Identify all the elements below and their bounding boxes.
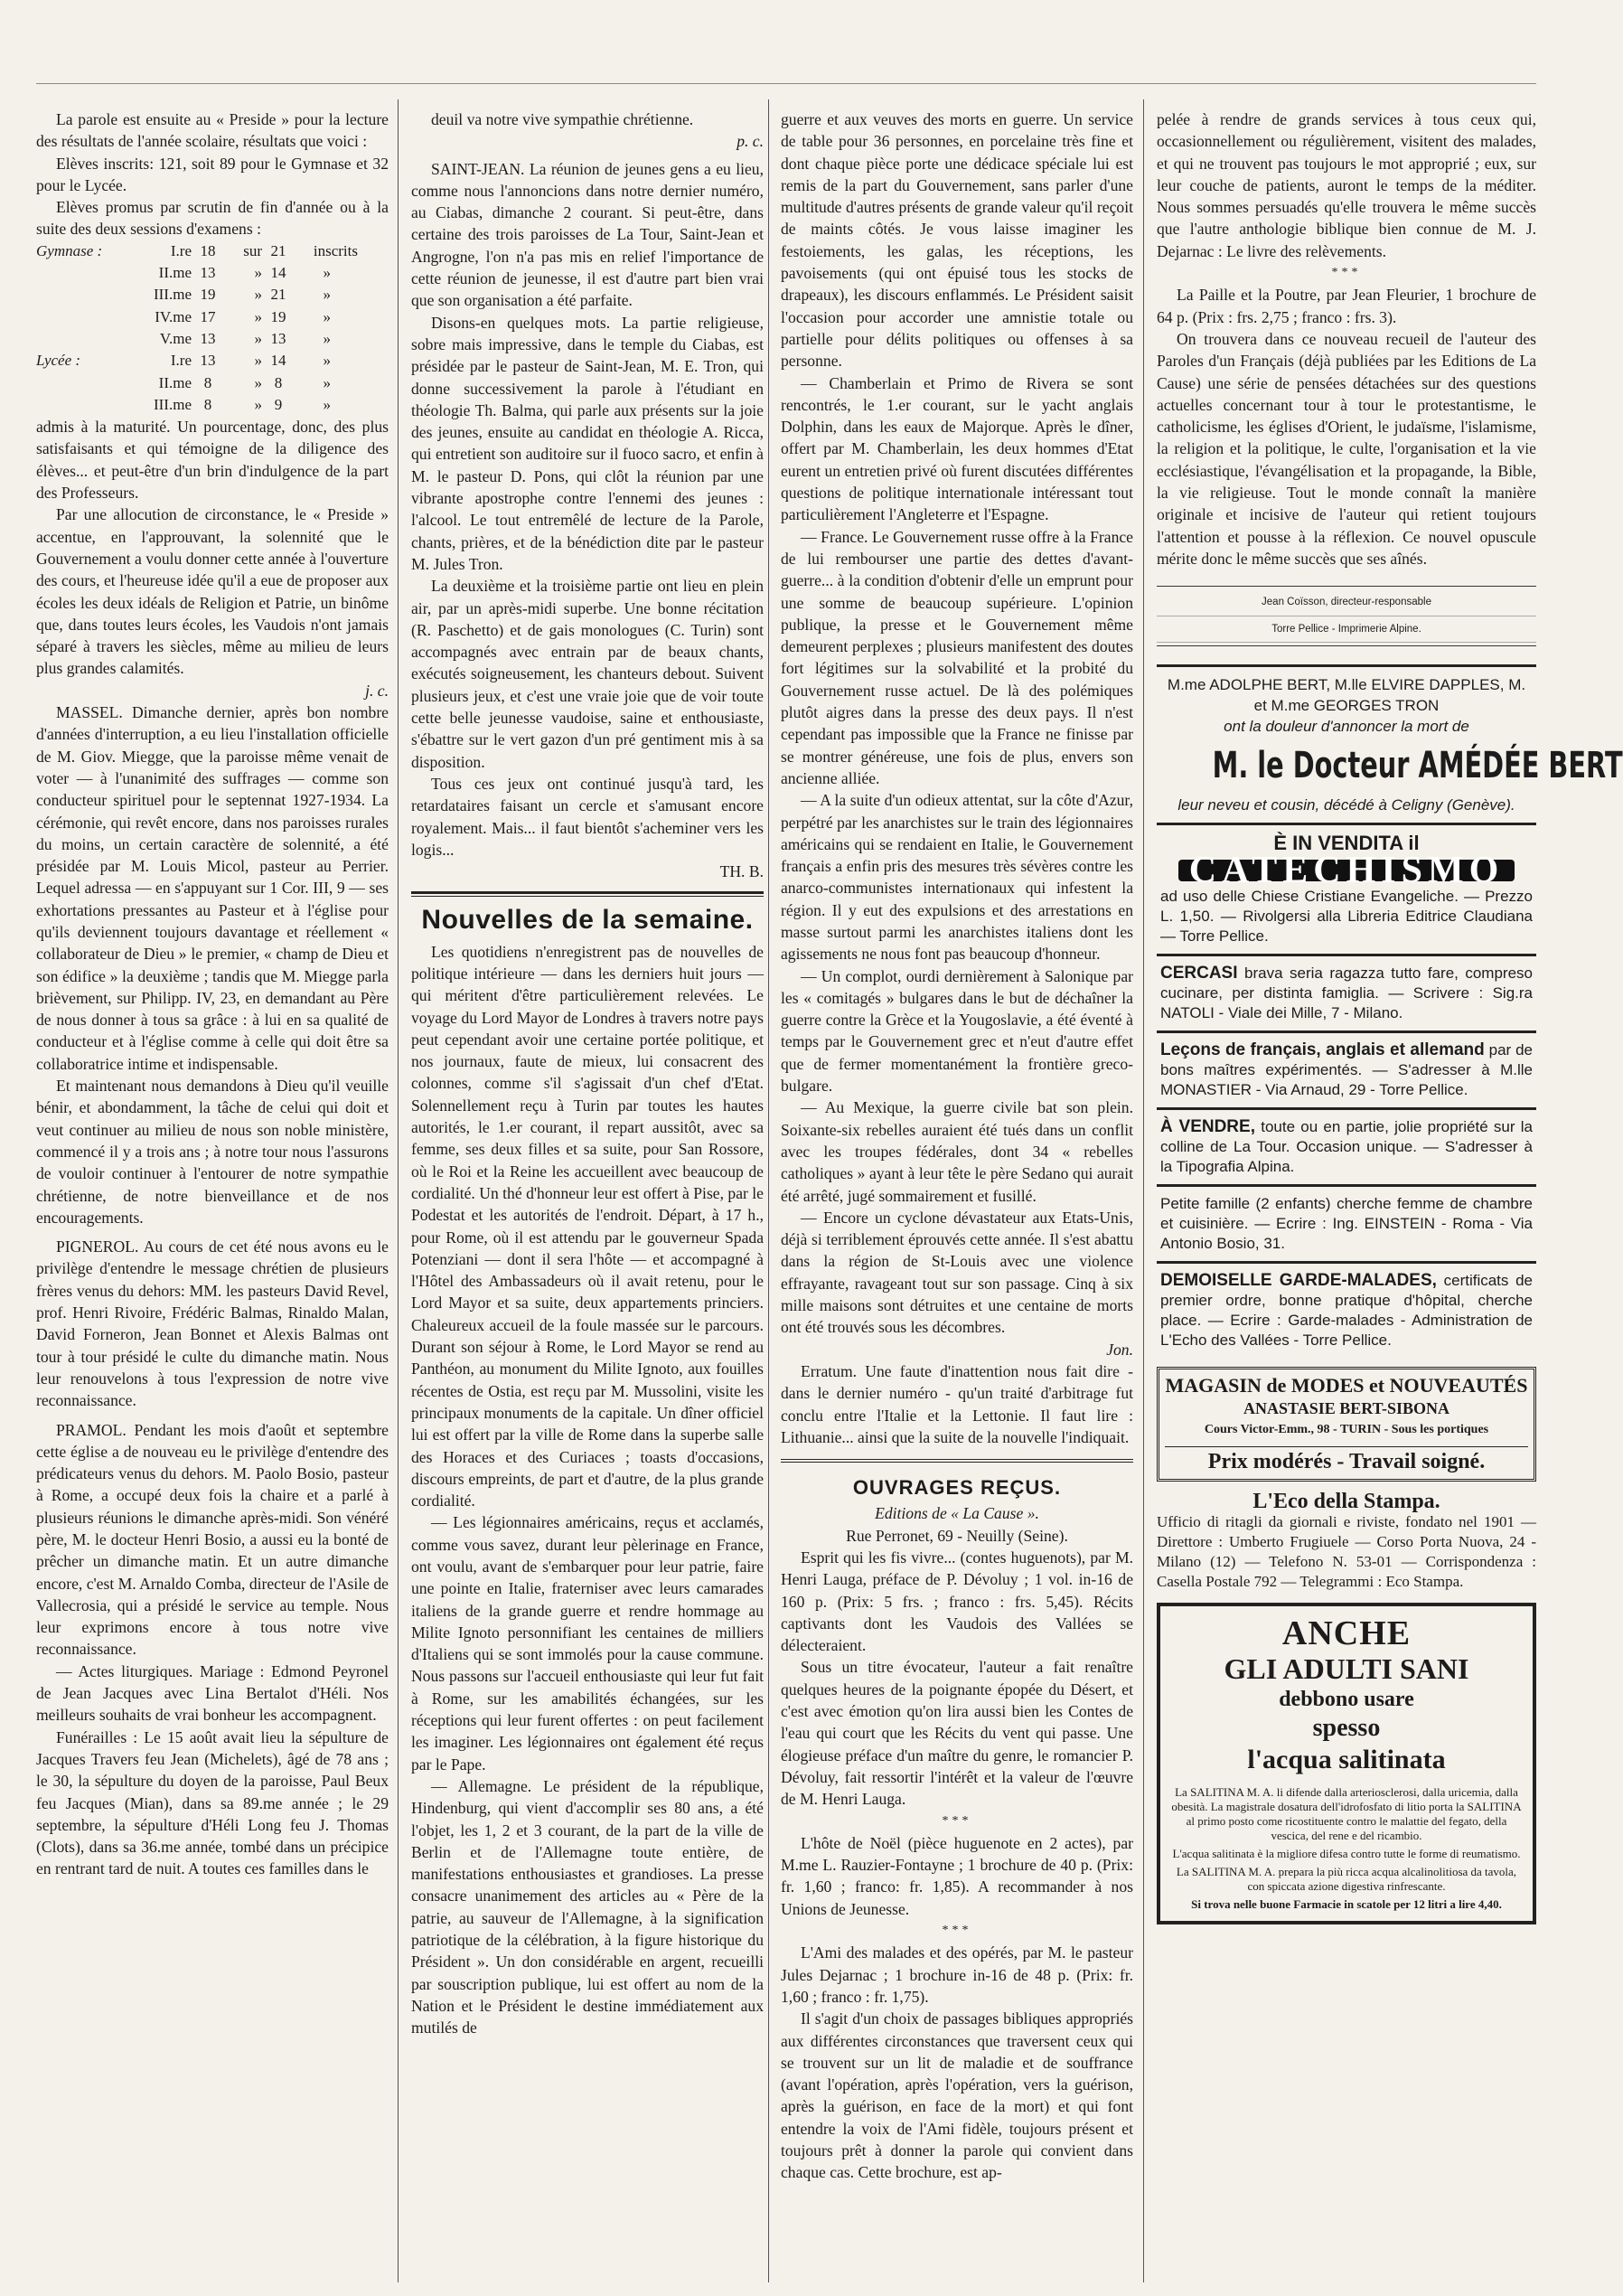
- results-cell: »: [254, 395, 262, 413]
- death-notice: [1157, 664, 1623, 823]
- results-row: [36, 240, 389, 262]
- paragraph: Funérailles : Le 15 août avait lieu la sépulture de Jacques Travers feu Jean (Michelets), âgé de 78 ans ; le 30, la sépulture du doyen de la paroisse, Paul Beux feu Jacques (Mian), dans sa 89.me année ; le 29 septembre, la sépulture d'Héli Long feu J. Thomas (Clots), dans sa 36.me année, tombé dans un précipice en rentrant tard de nuit. A toutes ces familles dans le: [36, 1727, 389, 1878]
- results-cell: 8: [274, 373, 283, 391]
- publisher-name: Editions de « La Cause ».: [875, 1504, 1039, 1523]
- classified-ad-text: certificats de premier ordre, bonne pratique d'hôpital, cherche place. — Ecrire : Garde-malades - Administration de L'Echo des Vallées - Torre Pellice.: [1160, 1272, 1533, 1350]
- magasin-ad-slogan: Prix modérés - Travail soigné.: [1165, 1446, 1528, 1473]
- results-label: [36, 328, 117, 350]
- results-label: [36, 306, 117, 328]
- eco-ad-title: L'Eco della Stampa.: [1252, 1489, 1440, 1513]
- results-cell: »: [323, 395, 331, 413]
- results-cell: 8: [203, 373, 212, 391]
- imprint-printer: Torre Pellice - Imprimerie Alpine.: [1157, 616, 1536, 643]
- paragraph: PIGNEROL. Au cours de cet été nous avons eu le privilège d'entendre le message chrétien de plusieurs frères venus du dehors: MM. les pasteurs David Revel, prof. Henri Rivoire, Frédéric Balmas, Rinaldo Malan, David Forneron, Jean Bonnet et Alexis Balmas ont tour à tour présidé le culte du dimanche matin. Nous leur renouvelons à tous l'expression de notre vive reconnaissance.: [36, 1237, 389, 1410]
- results-cell: sur: [243, 241, 262, 259]
- section-heading: OUVRAGES REÇUS.: [852, 1476, 1062, 1500]
- paragraph: On trouvera dans ce nouveau recueil de l'auteur des Paroles d'un Français (déjà publiées par les Editions de La Cause) une série de pensées détachées sur des questions actuelles concernant tour à tour le protestantisme, le catholicisme, les églises d'Orient, le judaïsme, l'islamisme, la religion et la politique, le culte, l'organisation et la vie ecclésiastique, l'évangélisation et la propagande, la Bible, la vie religieuse. Tout le monde connaît la manière originale et incisive de l'auteur qui retient toujours l'attention et pousse à la réflexion. Ce nouvel opuscule mérite donc le même succès que ses aînés.: [1157, 329, 1536, 568]
- results-row: [36, 328, 389, 350]
- salitina-ad-line: l'acqua salitinata: [1247, 1744, 1446, 1774]
- results-label: Gymnase :: [36, 241, 103, 259]
- paragraph: — A la suite d'un odieux attentat, sur la côte d'Azur, perpétré par les anarchistes sur le train des légionnaires américains qui se rendaient en Italie, le Gouvernement français a enfin pris des mesures très sévères contre les anarco-communistes internationaux qui infestent la région. Il y eut des expulsions et des arrestations en masse surtout parmi les anarchistes italiens dont les agissements ne nous font pas beaucoup d'honneur.: [781, 791, 1133, 964]
- column-2: [411, 108, 764, 2287]
- paragraph: — Allemagne. Le président de la république, Hindenburg, qui vient d'accomplir ses 80 ans, a été l'objet, les 1, 2 et 3 courant, de la part de la ville de Berlin et de l'Allemagne toute entière, de manifestations enthousiastes et grandioses. La presse consacre unanimement des articles au « Père de la patrie, au sauveur de l'Allemagne, à la signification patriotique de la célébration, à la figure historique du Président ». Un don considérable en argent, recueilli par souscription publique, lui est offert au nom de la Nation et le Président le destine immédiatement aux mutilés de: [411, 1776, 764, 2037]
- paragraph: MASSEL. Dimanche dernier, après bon nombre d'années d'interruption, a eu lieu l'installation officielle de M. Giov. Miegge, que la paroisse même venait de voter — à l'unanimité des suffrages — comme son conducteur spirituel pour le septennat 1927-1934. La cérémonie, qui revêt encore, dans nos paroisses rurales du moins, un certain caractère de solennité, a été présidée par M. Louis Micol, pasteur au Perrier. Lequel adressa — en s'appuyant sur 1 Cor. III, 9 — ses exhortations pressantes au Pasteur et à l'église pour qu'ils deviennent toujours davantage et réellement « collaborateur de Dieu » le premier, « champ de Dieu et son édifice » la deuxième ; tandis que M. Miegge parla brièvement, sur Philipp. IV, 23, en demandant au Père de nous donner à tous sa grâce : à lui en sa qualité de conducteur et à l'église comme à celle qui doit être sa collaboratrice intime et indispensable.: [36, 703, 389, 1073]
- results-cell: inscrits: [313, 241, 358, 259]
- paragraph: — Les légionnaires américains, reçus et acclamés, comme vous savez, durant leur pèlerinage en France, ont voulu, avant de s'embarquer pour leur patrie, faire une pointe en Italie, fraterniser avec leurs camarades italiens de la grande guerre et rendre hommage au Milite Ignoto personnifiant les centaines de milliers d'Italiens qui se sont immolés pour la cause commune. Nous passons sur l'accueil enthousiaste qui leur fut fait à Rome, sur les amabilités échangées, sur les réceptions qui leur furent offertes : on peut facilement les imaginer. Les légionnaires ont également été reçus par le Pape.: [411, 1513, 764, 1774]
- results-cell: III.me: [153, 395, 192, 413]
- paragraph: Par une allocution de circonstance, le « Preside » accentue, en l'approuvant, la solennité que le Gouvernement a voulu donner cette année à l'ouverture des cours, et l'heureuse idée qu'il a eue de proposer aux écoles les deux idéals de Religion et Patrie, un binôme que, dans toutes leurs écoles, les Vaudois n'ont jamais séparé à travers les siècles, même au milieu de leurs plus grandes calamités.: [36, 505, 389, 678]
- results-cell: 19: [270, 307, 286, 325]
- paragraph: — Chamberlain et Primo de Rivera se sont rencontrés, le 1.er courant, sur le yacht anglais Dolphin, dans les eaux de Majorque. Après le dîner, offert par M. Chamberlain, les deux hommes d'Etat eurent un entretien privé où furent discutées différentes questions de politique internationale intéressant tout particulièrement l'Angleterre et l'Espagne.: [781, 373, 1133, 524]
- salitina-ad-text: Si trova nelle buone Farmacie in scatole per 12 litri a lire 4,40.: [1191, 1896, 1502, 1911]
- section-heading: Nouvelles de la semaine.: [421, 905, 754, 936]
- paragraph: La parole est ensuite au « Preside » pour la lecture des résultats de l'année scolaire, résultats que voici :: [36, 110, 389, 151]
- results-cell: »: [323, 352, 331, 370]
- classified-ad-headline: Leçons de français, anglais et allemand: [1160, 1040, 1485, 1060]
- results-cell: »: [323, 373, 331, 391]
- paragraph: Il s'agit d'un choix de passages bibliques appropriés aux différentes circonstances que traversent ceux qui se trouvent sur un lit de maladie et de souffrance (avant l'opération, après l'opération, vers la guérison, après la guérison, en face de la mort) et qui font entendre la voix de l'Ami fidèle, toujours présent et toujours prêt à donner la parole qui convient dans chaque cas. Cette brochure, est ap-: [781, 2009, 1133, 2182]
- salitina-ad-body: [1171, 1785, 1522, 1912]
- results-table: [36, 240, 389, 416]
- death-notice-name: M. le Docteur AMÉDÉE BERT: [1212, 744, 1623, 786]
- paragraph: admis à la maturité. Un pourcentage, donc, des plus satisfaisants et qui témoigne de la diligence des élèves... et peut-être d'un brin d'indulgence de la part des Professeurs.: [36, 418, 389, 503]
- column-divider: [768, 99, 769, 2282]
- classified-ad-headline: À VENDRE,: [1160, 1117, 1255, 1137]
- salitina-ad-line: debbono usare: [1279, 1687, 1414, 1711]
- results-cell: 21: [270, 241, 286, 259]
- results-cell: II.me: [158, 264, 192, 282]
- paragraph: — Un complot, ourdi dernièrement à Salonique par les « comitagés » bulgares dans le but de déchaîner la guerre contre la Grèce et la Yougoslavie, a été éventé à temps par le Gouvernement grec et n'eut d'autre effet que de fermer momentanément la frontière greco-bulgare.: [781, 966, 1133, 1096]
- paragraph: — France. Le Gouvernement russe offre à la France de lui rembourser une partie des dettes d'avant-guerre... à la condition d'obtenir d'elle un emprunt pour une somme de beaucoup supérieure. L'opinion publique, la presse et le Gouvernement même demeurent perplexes ; plusieurs manifestent des doutes fort légitimes sur la solvabilité et la probité du Gouvernement russe actuel. De là des polémiques plutôt aigres dans la presse des deux pays. Il n'est cependant pas impossible que la France ne finisse par se montrer généreuse, une fois de plus, envers son ancienne alliée.: [781, 527, 1133, 787]
- catechismo-ad-title: È IN VENDITA il: [1273, 831, 1420, 854]
- results-row: [36, 284, 389, 306]
- paragraph: Erratum. Une faute d'inattention nous fait dire - dans le dernier numéro - qu'un traité d'arbitrage fut conclu entre l'Italie et la Lettonie. Il faut lire : Lithuanie... ainsi que la suite de la nouvelle l'indiquait.: [781, 1361, 1133, 1446]
- classified-ad-text: brava seria ragazza tutto fare, compreso cucinare, per distinta famiglia. — Scrivere : Sig.ra NATOLI - Viale dei Mille, 7 - Milano.: [1160, 965, 1533, 1022]
- salitina-ad-text: L'acqua salitinata è la migliore difesa contro tutte le forme di reumatismo.: [1172, 1846, 1521, 1860]
- results-cell: 14: [270, 264, 286, 282]
- imprint-director: Jean Coïsson, directeur-responsable: [1157, 589, 1536, 616]
- column-1: [36, 108, 389, 2278]
- salitina-ad-line: spesso: [1312, 1713, 1381, 1742]
- signature: j. c.: [365, 681, 389, 700]
- paragraph: Sous un titre évocateur, l'auteur a fait renaître quelques heures de la poignante épopée du Désert, et c'est avec émotion qu'on lira aussi bien les Contes de l'eau qui court que les Récits du vent qui passe. Une élogieuse préface d'un maître du genre, le romancier P. Dévoluy, fait ressortir l'intérêt et la valeur de l'œuvre de M. Henri Lauga.: [781, 1658, 1133, 1809]
- results-cell: »: [254, 286, 262, 304]
- column-divider: [1143, 99, 1144, 2282]
- classified-ad-headline: CERCASI: [1160, 964, 1238, 983]
- paragraph: — Encore un cyclone dévastateur aux Etats-Unis, déjà si terriblement éprouvés cette année. Il s'est abattu dans la région de St-Louis avec une violence effrayante, ravageant tout sur son passage. Cinq à six mille maisons sont détruites et une centaine de morts ont été trouvés sous les décombres.: [781, 1208, 1133, 1337]
- results-cell: »: [323, 286, 331, 304]
- signature: Jon.: [1106, 1340, 1133, 1359]
- paragraph: Elèves inscrits: 121, soit 89 pour le Gymnase et 32 pour le Lycée.: [36, 154, 389, 194]
- results-cell: I.re: [170, 241, 192, 259]
- results-cell: »: [254, 373, 262, 391]
- salitina-ad-line: ANCHE: [1281, 1614, 1412, 1652]
- death-notice-relation: leur neveu et cousin, décédé à Celigny (Genève).: [1177, 795, 1515, 814]
- paragraph: Disons-en quelques mots. La partie religieuse, sobre mais impressive, dans le temple du Ciabas, est présidée par le pasteur de Saint-Jean, M. E. Tron, qui donne successivement la parole à l'étudiant en théologie Th. Balma, qui parle aux présents sur la joie des jeunes, ensuite au candidat en théologie A. Ricca, qui entretient son auditoire sur il fuoco sacro, et enfin à M. le pasteur D. Pons, qui clôt la réunion par une vibrante apostrophe contre l'ennemi des jeunes : l'alcool. Le tout entremêlé de lecture de la Parole, chants, prières, et de la bénédiction dite par le pasteur M. Jules Tron.: [411, 313, 764, 573]
- results-cell: IV.me: [155, 307, 192, 325]
- classified-ad-text: toute ou en partie, jolie propriété sur la colline de La Tour. Occasion unique. — S'adresser à la Tipografia Alpina.: [1160, 1118, 1533, 1176]
- signature: p. c.: [736, 132, 764, 151]
- death-notice-announce: ont la douleur d'annoncer la mort de: [1224, 717, 1469, 735]
- results-cell: 14: [270, 352, 286, 370]
- magasin-ad-address: Cours Victor-Emm., 98 - TURIN - Sous les portiques: [1204, 1423, 1489, 1437]
- signature: TH. B.: [719, 862, 764, 881]
- paragraph: Elèves promus par scrutin de fin d'année ou à la suite des deux sessions d'examens :: [36, 198, 389, 239]
- results-row: [36, 394, 389, 416]
- publisher-address: Rue Perronet, 69 - Neuilly (Seine).: [846, 1526, 1068, 1545]
- classified-ad-text: Petite famille (2 enfants) cherche femme de chambre et cuisinière. — Ecrire : Ing. EINSTEIN - Roma - Via Antonio Bosio, 31.: [1160, 1195, 1533, 1253]
- results-label: [36, 394, 117, 416]
- imprint: [1157, 586, 1536, 646]
- classified-ad: [1157, 1261, 1536, 1358]
- column-divider: [398, 99, 399, 2282]
- classified-ad-headline: DEMOISELLE GARDE-MALADES,: [1160, 1271, 1437, 1291]
- results-cell: III.me: [153, 286, 192, 304]
- paragraph: deuil va notre vive sympathie chrétienne.: [431, 110, 694, 128]
- results-row: [36, 350, 389, 372]
- separator-stars: ***: [942, 1924, 972, 1938]
- column-3: [781, 108, 1133, 2287]
- separator-stars: ***: [1331, 266, 1362, 280]
- magasin-ad-title: MAGASIN de MODES et NOUVEAUTÉS: [1165, 1374, 1528, 1397]
- paragraph: pelée à rendre de grands services à tous ceux qui, occasionnellement ou régulièrement, visitent des malades, et qui ne trouvent pas toujours le mot approprié ; eux, sur leur couche de patients, auront le temps de la méditer. Nous sommes persuadés qu'elle trouvera le même succès que l'autre anthologie biblique bien connue de M. J. Dejarnac : Le livre des relèvements.: [1157, 110, 1536, 260]
- section-rule: [781, 1459, 1133, 1463]
- results-cell: »: [323, 264, 331, 282]
- results-cell: 19: [200, 286, 216, 304]
- paragraph: L'hôte de Noël (pièce huguenote en 2 actes), par M.me L. Rauzier-Fontayne ; 1 brochure de 40 p. (Prix: fr. 1,60 ; franco: fr. 1,85). A recommander à nos Unions de Jeunesse.: [781, 1833, 1133, 1918]
- results-cell: »: [323, 329, 331, 347]
- classified-ad: [1157, 954, 1536, 1030]
- results-cell: 9: [274, 395, 283, 413]
- magasin-ad-owner: ANASTASIE BERT-SIBONA: [1243, 1398, 1449, 1417]
- results-cell: V.me: [159, 329, 192, 347]
- paragraph: PRAMOL. Pendant les mois d'août et septembre cette église a de nouveau eu le privilège d'entendre des prédicateurs venus du dehors. M. Paolo Bosio, pasteur à Rome, a occupé deux fois la chaire et a parlé à plusieurs réunions le dimanche après-midi. Son vénéré père, M. le docteur Henri Bosio, a aussi eu la bonté de prêcher un dimanche matin. Et un autre dimanche encore, c'est M. Arnaldo Comba, directeur de l'Asile de Vallecrosia, qui a présidé le service au temple. Nous leur exprimons encore à tous notre vive reconnaissance.: [36, 1420, 389, 1659]
- paragraph: Les quotidiens n'enregistrent pas de nouvelles de politique intérieure — dans les derniers huit jours — qui méritent d'être particulièrement relevées. Le voyage du Lord Mayor de Londres à travers notre pays peut cependant avoir une certaine portée politique, et nos journaux, faute de mieux, lui consacrent des colonnes, comme s'il s'agissait d'un chef d'Etat. Solennellement reçu à Turin par toutes les hautes autorités, le 1.er courant, il repart aussitôt, avec sa femme, ses deux filles et sa suite, pour San Rossore, où le Roi et la Reine les accueillent avec beaucoup de cordialité. Un thé d'honneur leur est offert à Pise, par le Podestat et les autorités de l'endroit. Départ, à 17 h., pour Rome, où il est attendu par le gouverneur Spada Potenziani — dont il sera l'hôte — et accompagné à l'Hôtel des Ambassadeurs où il avait retenu, pour le Lord Mayor et sa suite, deux appartements princiers. Chaleureux accueil de la foule massée sur le parcours. Durant son séjour à Rome, le Lord Mayor se rend au Panthéon, au monument du Milite Ignoto, aux fouilles récentes de Ostia, est reçu par M. Mussolini, visite les principaux monuments de la capitale. Un dîner officiel lui est offert par la ville de Rome dans la superbe salle des Horaces et des Curiaces ; toasts d'occasions, discours empreints, de part et d'autre, de la plus grande cordialité.: [411, 942, 764, 1510]
- results-cell: 17: [200, 307, 216, 325]
- results-cell: »: [323, 307, 331, 325]
- results-cell: 13: [270, 329, 286, 347]
- paragraph: Et maintenant nous demandons à Dieu qu'il veuille bénir, et abondamment, la tâche de celui qui doit et veut continuer au milieu de nous son noble ministère, commencé il y a trois ans ; à notre tour nous l'assurons de vouloir continuer à l'entourer de notre sympathie chrétienne, de notre bienveillance et de nos encouragements.: [36, 1077, 389, 1227]
- catechismo-ad-text: ad uso delle Chiese Cristiane Evangeliche. — Prezzo L. 1,50. — Rivolgersi alla Libreria Editrice Claudiana — Torre Pellice.: [1160, 888, 1533, 946]
- results-cell: 13: [200, 329, 216, 347]
- results-cell: II.me: [158, 373, 192, 391]
- results-cell: 8: [203, 395, 212, 413]
- classified-ad: [1157, 1184, 1536, 1261]
- results-label: Lycée :: [36, 352, 81, 370]
- catechismo-ad-word: CATECHISMO: [1178, 860, 1515, 881]
- salitina-ad: [1157, 1603, 1536, 1924]
- results-label: [36, 372, 117, 394]
- results-cell: 18: [200, 241, 216, 259]
- paragraph: La deuxième et la troisième partie ont lieu en plein air, par un après-midi superbe. Une bonne récitation (R. Paschetto) et de gais monologues (C. Turin) sont accompagnés avec entrain par de beaux chants, exécutés soigneusement, les chanteurs debout. Suivent plusieurs jeux, et c'est une vraie joie que de voir toute cette belle jeunesse vaudoise, saine et enthousiaste, s'ébattre sur le vert gazon d'un pré gentiment mis à sa disposition.: [411, 577, 764, 771]
- death-notice-families: M.me ADOLPHE BERT, M.lle ELVIRE DAPPLES, M. et M.me GEORGES TRON: [1167, 675, 1526, 714]
- classified-ad: [1157, 1107, 1536, 1184]
- paragraph: SAINT-JEAN. La réunion de jeunes gens a eu lieu, comme nous l'annoncions dans notre dernier numéro, au Ciabas, dimanche 2 courant. Si peut-être, dans certaine des trois paroisses de La Tour, Saint-Jean et Angrogne, l'on n'a pas mis en relief l'importance de cette réunion de jeunesse, il est d'autre part bien vrai que son organisation a été parfaite.: [411, 159, 764, 310]
- results-cell: »: [254, 264, 262, 282]
- results-label: [36, 262, 117, 284]
- results-cell: »: [254, 307, 262, 325]
- classified-ad: [1157, 1030, 1536, 1107]
- column-4: [1157, 108, 1623, 2287]
- results-cell: »: [254, 329, 262, 347]
- top-rule: [36, 83, 1536, 84]
- results-cell: »: [254, 352, 262, 370]
- salitina-ad-text: La SALITINA M. A. prepara la più ricca acqua alcalinolitiosa da tavola, con spiccata azione digestiva rinfrescante.: [1176, 1864, 1517, 1893]
- paragraph: — Au Mexique, la guerre civile bat son plein. Soixante-six rebelles auraient été tués dans un conflit avec les troupes fédérales, dont 34 « rebelles catholiques » ayant à leur tête le père Sedano qui aurait été arrêté, jugé sommairement et fusillé.: [781, 1098, 1133, 1205]
- results-cell: 13: [200, 352, 216, 370]
- results-label: [36, 284, 117, 306]
- results-cell: 21: [270, 286, 286, 304]
- catechismo-ad: [1157, 823, 1536, 955]
- paragraph: guerre et aux veuves des morts en guerre. Un service de table pour 36 personnes, en porcelaine très fine et dont chaque pièce porte une dédicace spéciale lui est remis de la part du Gouvernement, sans parler d'une multitude d'autres présents de grande valeur qu'il reçoit de maints côtés. Je vous laisse imaginer les festoiements, les galas, les réceptions, les pavoisements (qui ont épuisé tous les stocks de drapeaux), les discours enflammés. Le Président saisit l'occasion pour accorder une amnistie totale ou partielle pour délits politiques ou offenses à sa personne.: [781, 110, 1133, 371]
- section-rule: [411, 891, 764, 897]
- results-cell: 13: [200, 264, 216, 282]
- paragraph: Tous ces jeux ont continué jusqu'à tard, les retardataires faisant un cercle et s'amusant encore royalement. Mais... il faut bientôt s'acheminer vers les logis...: [411, 774, 764, 859]
- paragraph: La Paille et la Poutre, par Jean Fleurier, 1 brochure de 64 p. (Prix : frs. 2,75 ; franco : frs. 3).: [1157, 286, 1536, 326]
- paragraph: Esprit qui les fis vivre... (contes huguenots), par M. Henri Lauga, préface de P. Dévoluy ; 1 vol. in-16 de 160 p. (Prix: 5 frs. ; franco : frs. 5,45). Récits captivants dont les Vaudois des Vallées se délecteraient.: [781, 1548, 1133, 1655]
- eco-ad-text: Ufficio di ritagli da giornali e riviste, fondato nel 1901 — Direttore : Umberto Frugiuele — Corso Porta Nuova, 24 - Milano (12) — Telefono N. 53-01 — Corrispondenza : Casella Postale 792 — Telegrammi : Eco Stampa.: [1157, 1512, 1536, 1590]
- magasin-ad: [1157, 1367, 1536, 1481]
- results-row: [36, 306, 389, 328]
- results-row: [36, 262, 389, 284]
- results-row: [36, 372, 389, 394]
- separator-stars: ***: [942, 1813, 972, 1828]
- results-cell: I.re: [170, 352, 192, 370]
- classified-ad-text: par de bons maîtres expérimentés. — S'adresser à M.lle MONASTIER - Via Arnaud, 29 - Torre Pellice.: [1160, 1041, 1533, 1099]
- salitina-ad-text: La SALITINA M. A. li difende dalla arteriosclerosi, dalla uricemia, dalla obesità. La magistrale dosatura dell'idrofosfato di litio porta la SALITINA al primo posto come ricostituente contro le malattie del fegato, della vescica, del rene e del ricambio.: [1171, 1784, 1522, 1842]
- salitina-ad-line: GLI ADULTI SANI: [1224, 1651, 1469, 1685]
- paragraph: L'Ami des malades et des opérés, par M. le pasteur Jules Dejarnac ; 1 brochure in-16 de 48 p. (Prix: fr. 1,60 ; franco : fr. 1,75).: [781, 1943, 1133, 2006]
- paragraph: — Actes liturgiques. Mariage : Edmond Peyronel de Jean Jacques avec Lina Bertalot d'Héli. Nos meilleurs souhaits de vrai bonheur les accompagnent.: [36, 1661, 389, 1725]
